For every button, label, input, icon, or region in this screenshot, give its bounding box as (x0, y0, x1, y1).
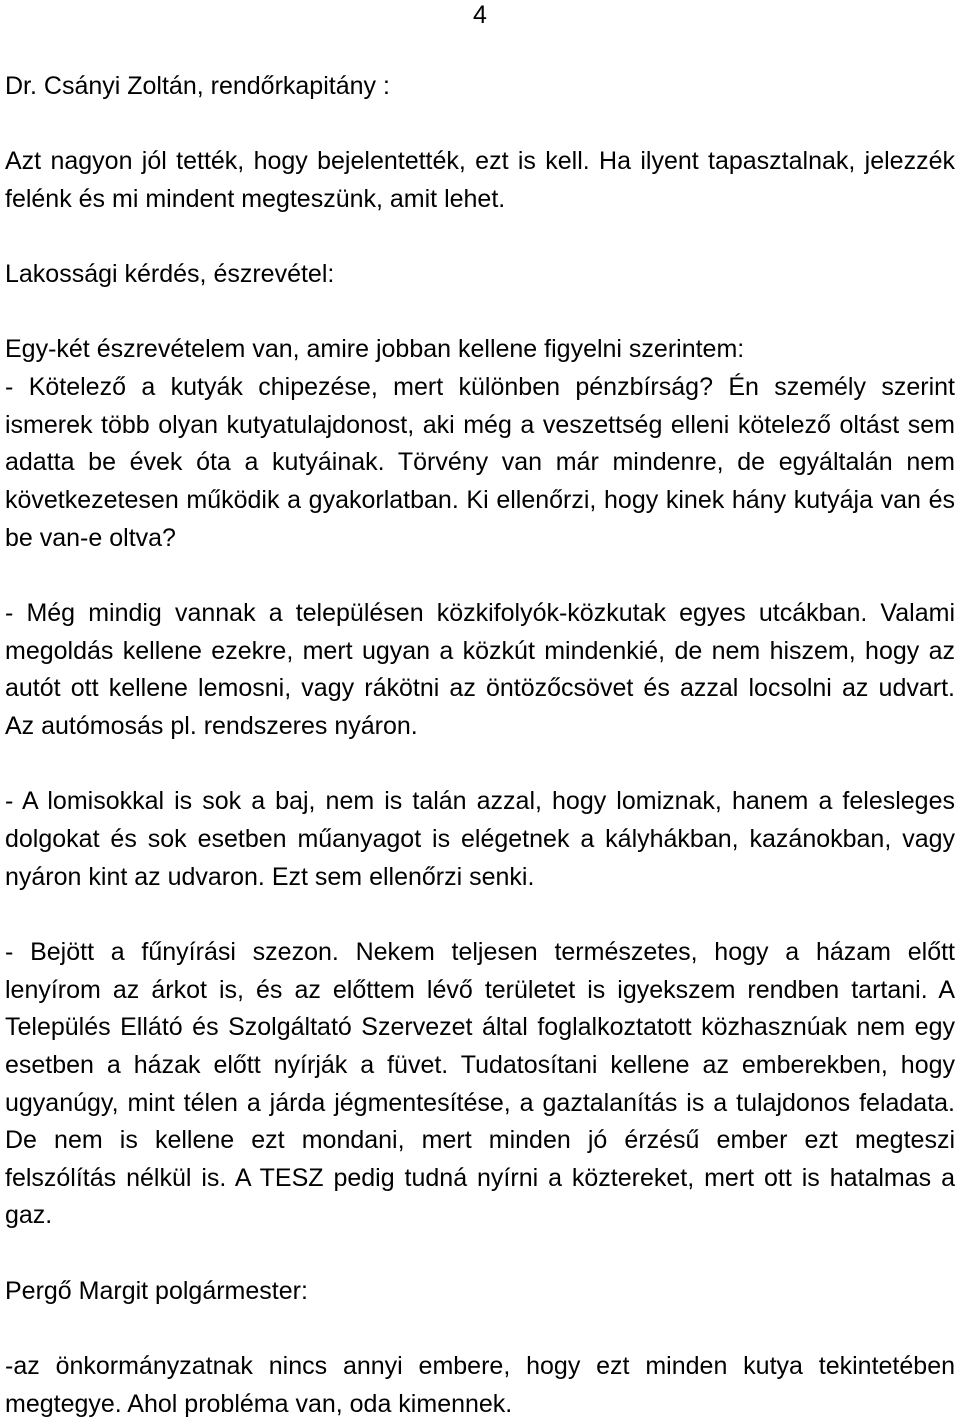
text-line: ugyanúgy, mint télen a járda jégmentesítése, a gaztalanítás is a tulajdonos feladata. (5, 1088, 955, 1117)
paragraph (5, 598, 955, 741)
text-line: Azt nagyon jól tették, hogy bejelentették, ezt is kell. Ha ilyent tapasztalnak, jelezzék (5, 147, 955, 176)
text-line: következetesen működik a gyakorlatban. Ki ellenőrzi, hogy kinek hány kutyája van és (5, 486, 955, 515)
text-line: - Még mindig vannak a településen közkifolyók-közkutak egyes utcákban. Valami (5, 598, 955, 627)
text-line: - Kötelező a kutyák chipezése, mert különben pénzbírság? Én személy szerint (5, 373, 955, 402)
paragraph (5, 334, 955, 364)
speaker-heading (5, 1276, 955, 1306)
text-line: nyáron kint az udvaron. Ezt sem ellenőrzi senki. (5, 862, 535, 891)
text-line: Egy-két észrevételem van, amire jobban kellene figyelni szerintem: (5, 335, 745, 364)
text-line: - Bejött a fűnyírási szezon. Nekem teljesen természetes, hogy a házam előtt (5, 937, 955, 966)
paragraph (5, 786, 955, 891)
page-number: 4 (473, 1, 487, 29)
document-body (5, 71, 955, 1419)
paragraph (5, 1351, 955, 1419)
text-line: Az autómosás pl. rendszeres nyáron. (5, 711, 418, 740)
text-line: -az önkormányzatnak nincs annyi embere, hogy ezt minden kutya tekintetében (5, 1352, 955, 1381)
paragraph (5, 372, 955, 553)
text-line: be van-e oltva? (5, 523, 176, 552)
text-line: esetben a házak előtt nyírják a füvet. Tudatosítani kellene az emberekben, hogy (5, 1050, 955, 1079)
text-line: autót ott kellene lemosni, vagy rákötni az öntözőcsövet és azzal locsolni az udvart. (5, 674, 955, 703)
speaker-heading (5, 71, 955, 101)
text-line: felszólítás nélkül is. A TESZ pedig tudná nyírni a köztereket, mert ott is hatalmas a (5, 1163, 955, 1192)
text-line: felénk és mi mindent megteszünk, amit lehet. (5, 184, 506, 213)
text-line: megtegye. Ahol probléma van, oda kimennek. (5, 1389, 513, 1418)
text-line: De nem is kellene ezt mondani, mert minden jó érzésű ember ezt megteszi (5, 1126, 955, 1155)
text-line: gaz. (5, 1201, 53, 1230)
text-line: dolgokat és sok esetben műanyagot is elégetnek a kályhákban, kazánokban, vagy (5, 824, 955, 853)
section-heading-text: Lakossági kérdés, észrevétel: (5, 260, 335, 289)
speaker-name: Pergő Margit polgármester: (5, 1276, 308, 1305)
paragraph (5, 937, 955, 1231)
text-line: lenyírom az árkot is, és az előttem lévő területet is igyekszem rendben tartani. A (5, 975, 955, 1004)
text-line: megoldás kellene ezekre, mert ugyan a közkút mindenkié, de nem hiszem, hogy az (5, 636, 955, 665)
text-line: ismerek több olyan kutyatulajdonost, aki még a veszettség elleni kötelező oltást sem (5, 410, 955, 439)
section-heading (5, 259, 955, 289)
text-line: adatta be évek óta a kutyáinak. Törvény van már mindenre, de egyáltalán nem (5, 448, 955, 477)
text-line: - A lomisokkal is sok a baj, nem is talán azzal, hogy lomiznak, hanem a felesleges (5, 787, 955, 816)
speaker-name: Dr. Csányi Zoltán, rendőrkapitány : (5, 71, 390, 100)
paragraph (5, 146, 955, 214)
text-line: Település Ellátó és Szolgáltató Szervezet által foglalkoztatott közhasznúak nem egy (5, 1013, 955, 1042)
